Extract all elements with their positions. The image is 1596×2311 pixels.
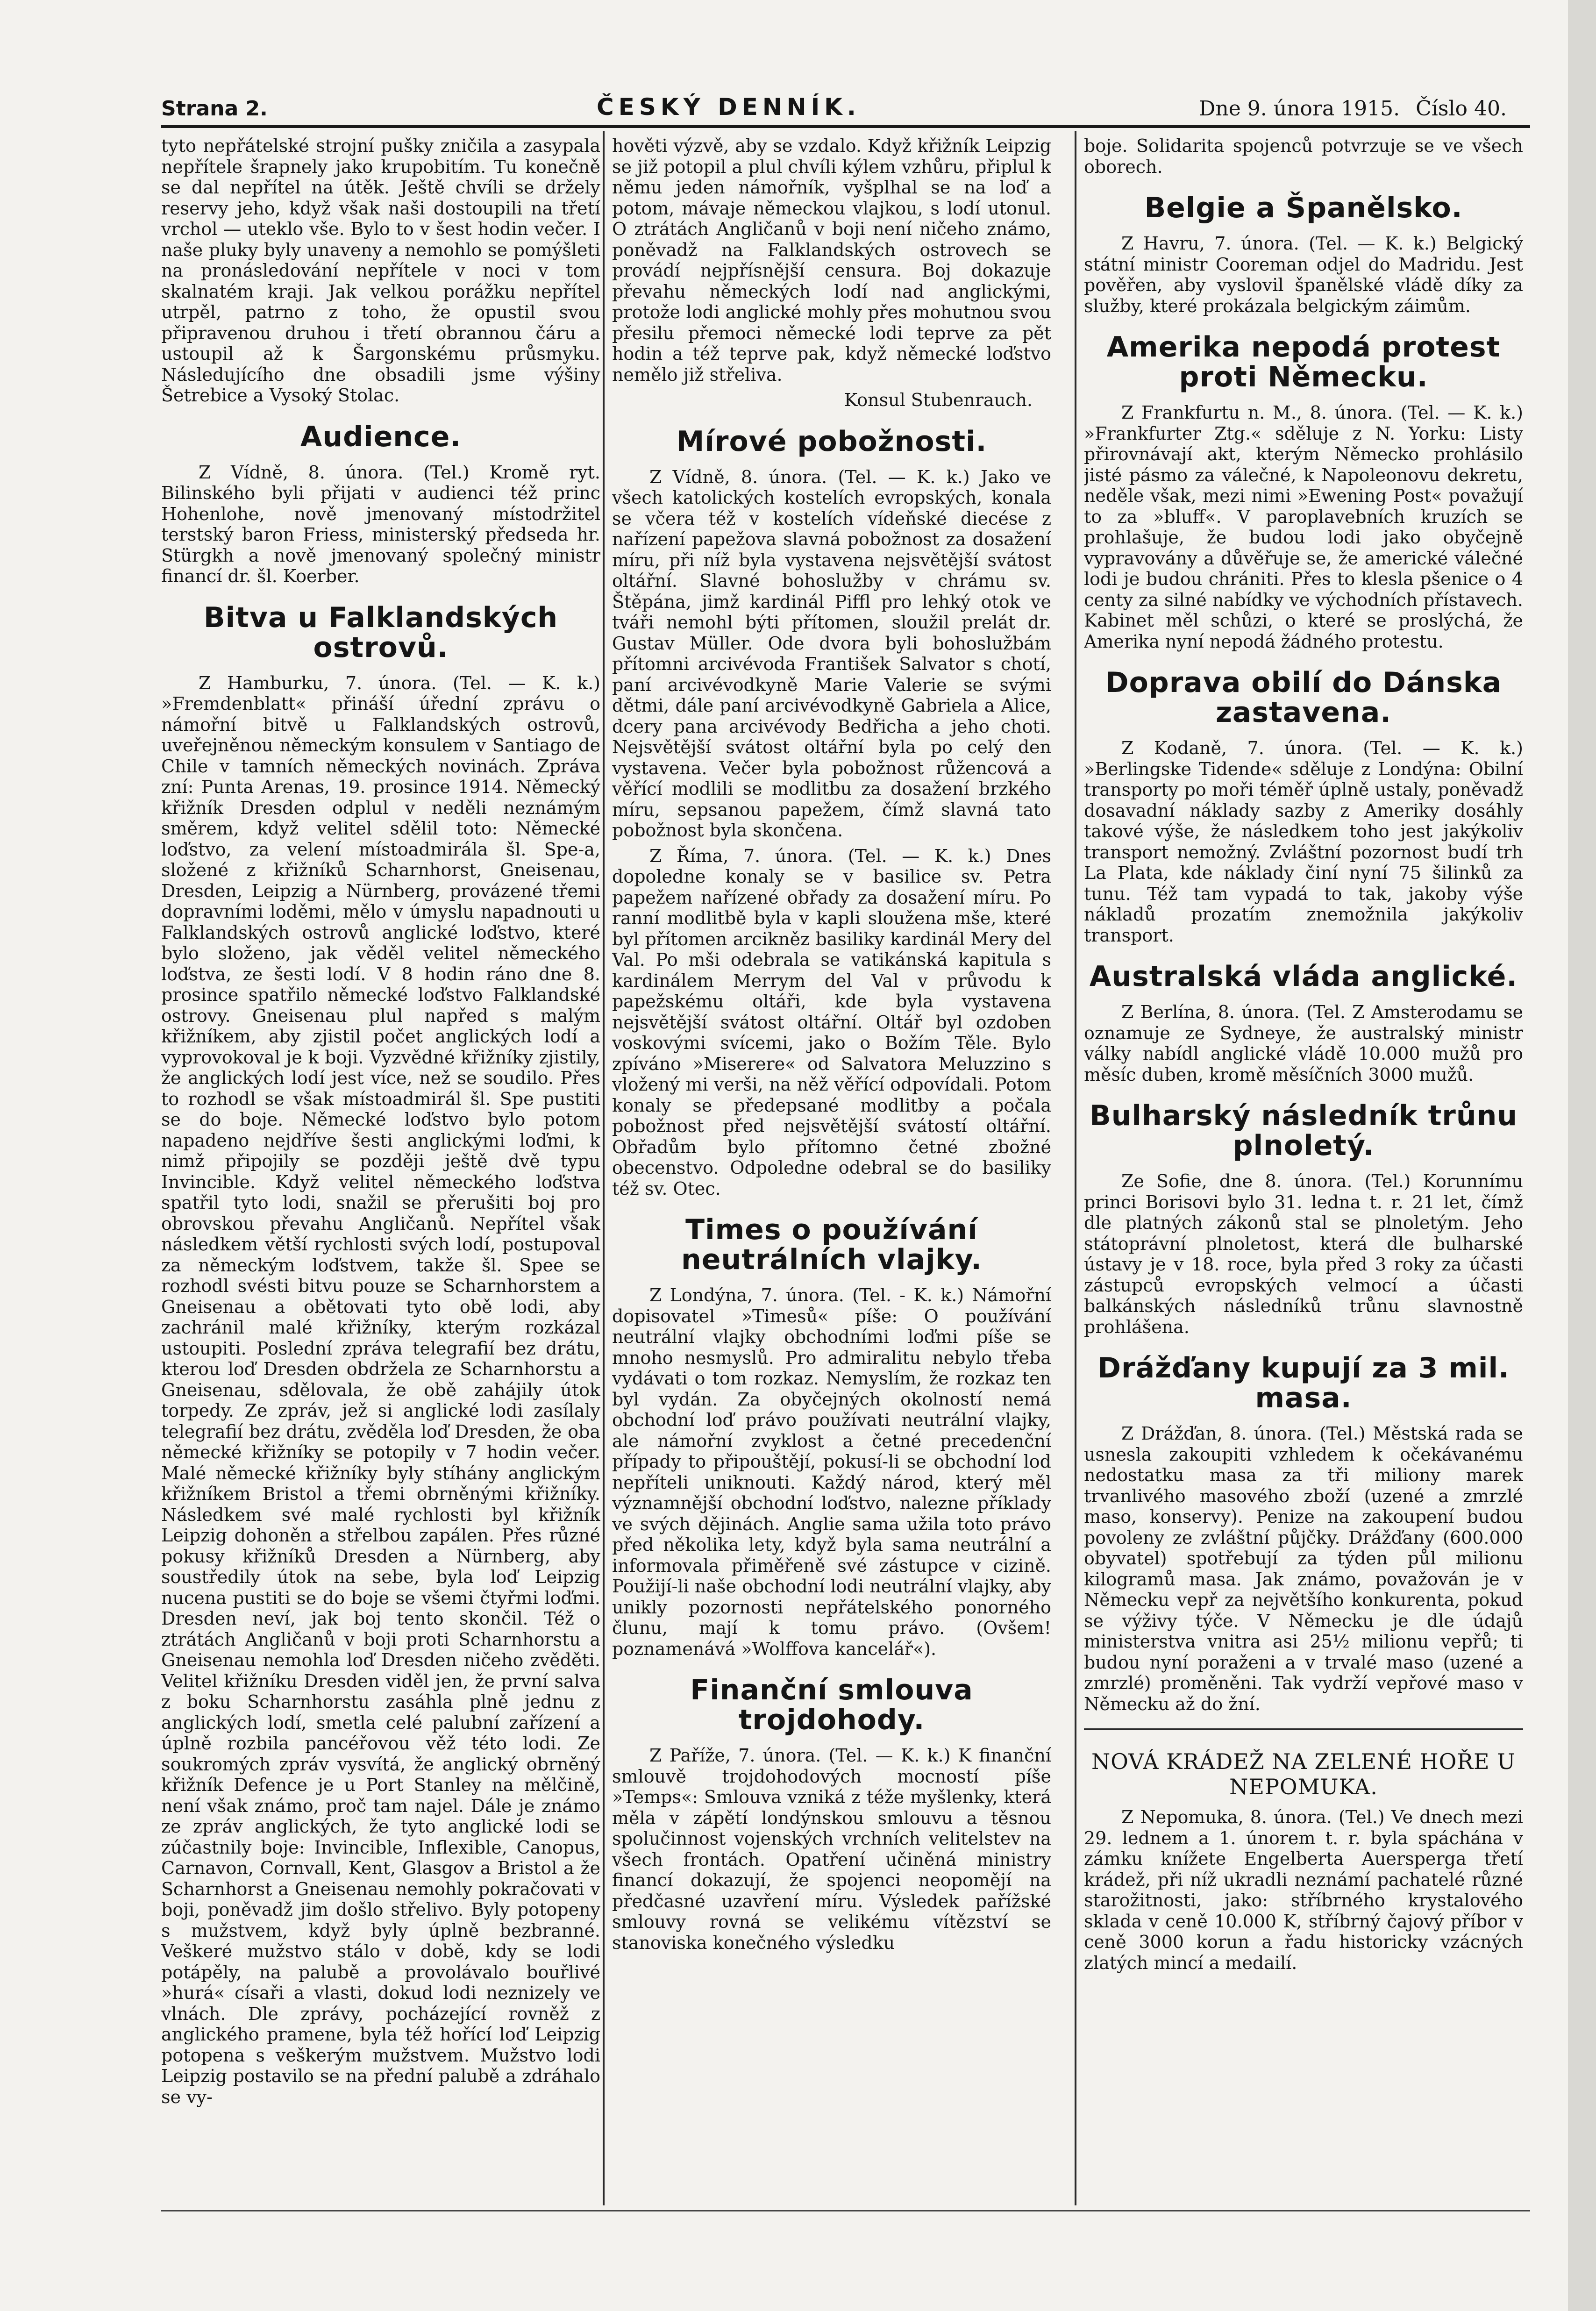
page-number: Strana 2.	[161, 97, 268, 121]
article-peace-vienna: Z Vídně, 8. února. (Tel. — K. k.) Jako ve všech katolických kostelích evropských, konala se včera též v kostelích vídeňské diecése z nařízení papežova slavná pobožnost za dosažení míru, při níž byla vystavena nejsvětější svátost oltářní. Slavné bohoslužby v chrámu sv. Štěpána, jimž kardinál Piffl pro lehký otok ve tváři nemohl býti přítomen, sloužil prelát dr. Gustav Müller. Ode dvora byli bohoslužbám přítomni arcivévoda František Salvator s chotí, paní arcivévodkyně Marie Valerie se svými dětmi, dále paní arcivévodkyně Gabriela a Alice, dcery pana arcivévody Bedřicha a jeho choti. Nejsvětější svátost oltářní byla po celý den vystavena. Večer byla pobožnost růžencová a věřící modlili se modlitbu za dosažení brzkého míru, sepsanou papežem, čímž slavná tato pobožnost byla skončena.	[612, 466, 1051, 841]
article-finance: Z Paříže, 7. února. (Tel. — K. k.) K finanční smlouvě trojdohodových mocností píše »Temps«: Smlouva vzniká z téže myšlenky, která měla v zápětí londýnskou smlouvu a těsnou spolučinnost vojenských vrchních velitelstev na všech frontách. Opatření učiněná ministry financí dokazují, že spojenci neopomějí na předčasné uzavření míru. Výsledek pařížské smlouvy rovná se velikému vítězství se stanoviska konečného výsledku	[612, 1745, 1051, 1953]
issue-date: Dne 9. února 1915.	[1199, 97, 1400, 121]
article-times: Z Londýna, 7. února. (Tel. - K. k.) Námořní dopisovatel »Timesů« píše: O používání neutrální vlajky obchodními loďmi píše se mnoho nesmyslů. Pro admiralitu nebylo třeba vydávati o tom rozkaz. Nemyslím, že rozkaz ten byl vydán. Za obyčejných okolností nemá obchodní loď právo používati neutrální vlajky, ale námořní zvyklost a četné precedenční případy to připouštějí, pokusí-li se obchodní loď nepříteli uniknouti. Každý národ, který měl významnější obchodní loďstvo, naleznе příklady ve svých dějinách. Anglie sama užila toto právo před několika lety, když byla sama neutrální a informovala přiměřeně své zástupce v cizině. Použijí-li naše obchodní lodi neutrální vlajky, aby unikly pozornosti nepřátelského ponorného člunu, mají k tomu právo. (Ovšem! poznamenává »Wolffova kancelář«).	[612, 1285, 1051, 1659]
scan-edge	[1568, 0, 1596, 2311]
article-austral: Z Berlína, 8. února. (Tel. Z Amsterodamu se oznamuje ze Sydneye, že australský ministr války nabídl anglické vládě 10.000 mužů pro měsíc duben, kromě měsíčních 3000 mužů.	[1084, 1002, 1523, 1085]
headline-bulgar: Bulharský následník trůnu plnoletý.	[1089, 1099, 1518, 1162]
newspaper-title: ČESKÝ DENNÍK.	[597, 93, 861, 121]
page-header	[161, 88, 1507, 121]
headline-austral: Australská vláda anglické.	[1089, 960, 1518, 993]
headline-dresden: Drážďany kupují za 3 mil. masa.	[1097, 1352, 1510, 1414]
column-3	[1084, 136, 1523, 2210]
article-continuation: tyto nepřátelské strojní pušky zničila a zasypala nepřítele šrapnely jako krupobitím. Tu konečně se dal nepřítel na útěk. Ještě chvíli se držely reservy jeho, když však naši dostoupili na třetí vrchol — uteklo vše. Bylo to v šest hodin večer. I naše pluky byly unaveny a nemohlo se pomýšleti na pronásledování nepřítele v noci v tom skalnatém kraji. Jak velkou porážku nepřítel utrpěl, patrno z toho, že opustil svou připravenou druhou i třetí obrannou čáru a ustoupil až k Šargonskému průsmyku. Následujícího dne obsadili jsme výšiny Šetrebice a Vysoký Stolac.	[161, 136, 600, 406]
headline-belgie: Belgie a Španělsko.	[1144, 192, 1463, 224]
headline-doprava: Doprava obilí do Dánska zastavena.	[1105, 666, 1502, 729]
article-bulgar: Ze Sofie, dne 8. února. (Tel.) Korunnímu princi Borisovi bylo 31. ledna t. r. 21 let, čímž dle platných zákonů stal se plnoletým. Jeho státoprávní plnoletost, která dle bulharské ústavy je v 18. roce, byla před 3 roky za účasti zástupců evropských velmocí a účasti balkánských následníků trůnu slavnostně prohlášena.	[1084, 1171, 1523, 1337]
article-amerika: Z Frankfurtu n. M., 8. února. (Tel. — K. k.) »Frankfurter Ztg.« sděluje z N. Yorku: Listy přirovnávají akt, kterým Německo prohlásilo jisté pásmo za válečné, k Napoleonovu dekretu, neděle však, mezi nimi »Ewening Post« považují to za »bluff«. V paroplavebních kruzích se prohlašuje, že budou lodi jako obyčejně vypravovány a důvěřuje se, že americké válečné lodi je budou chrániti. Přes to klesla pšenice o 4 centy za silné nabídky ve východních přístavech. Kabinet měl schůzi, o které se proslýchá, že Amerika nyní nepodá žádného protestu.	[1084, 402, 1523, 652]
column-divider	[603, 131, 605, 2205]
headline-peace: Mírové pobožnosti.	[676, 425, 987, 458]
headline-times: Times o používání neutrálních vlajky.	[681, 1213, 982, 1276]
article-continuation: boje. Solidarita spojenců potvrzuje se ve všech oborech.	[1084, 136, 1523, 177]
column-divider	[1075, 131, 1076, 2205]
header-rule	[161, 125, 1530, 128]
column-1	[161, 136, 600, 2210]
article-doprava: Z Kodaně, 7. února. (Tel. — K. k.) »Berlingske Tidende« sděluje z Londýna: Obilní transporty po moři téměř úplně ustaly, poněvadž dosavadní náklady sazby z Ameriky dosáhly takové výše, že následkem toho jest jakýkoliv transport nemožný. Zvláštní pozornost budí trh La Plata, kde náklady činí nyní 75 šilinků za tunu. Též tam vypadá to tak, jakoby výše nákladů prozatím znemožnila jakýkoliv transport.	[1084, 738, 1523, 946]
article-nepomuk: Z Nepomuka, 8. února. (Tel.) Ve dnech mezi 29. lednem a 1. únorem t. r. byla spáchána v zámku knížete Engelberta Auersperga třetí krádež, při níž ukradli neznámí pachatelé různé starožitnosti, jako: stříbrného krystalového sklada v ceně 10.000 K, stříbrný čajový příbor v ceně 3000 korun a řadu historicky vzácných zlatých mincí a medailí.	[1084, 1807, 1523, 1973]
headline-amerika: Amerika nepodá protest proti Německu.	[1106, 331, 1501, 393]
footer-rule	[161, 2210, 1530, 2211]
article-falkland: Z Hamburku, 7. února. (Tel. — K. k.) »Fremdenblatt« přináší úřední zprávu o námořní bitvě u Falklandských ostrovů, uveřejněnou německým konsulem v Santiago de Chile v tamních německých novinách. Zpráva zní: Punta Arenas, 19. prosince 1914. Německý křižník Dresden odplul v neděli neznámým směrem, když velitel sdělil toto: Německé loďstvo, za velení místoadmirála šl. Spe-a, složené z křižníků Scharnhorst, Gneisenau, Dresden, Leipzig a Nürnberg, provázené třemi dopravními loděmi, mělo v úmyslu napadnouti u Falklandských ostrovů anglické loďstvo, které bylo složeno, jak věděl velitel německého loďstva, ze šesti lodí. V 8 hodin ráno dne 8. prosince spatřilo německé loďstvo Falklandské ostrovy. Gneisenau plul napřed s malým křižníkem, aby zjistil počet anglických lodí a vyprovokoval je k boji. Vyzvědné křižníky zjistily, že anglických lodí jest více, než se soudilo. Přes to rozhodl se však místoadmirál šl. Spe pustiti se do boje. Německé loďstvo bylo potom napadeno nejdříve šesti anglickými loďmi, k nimž připojily se později ještě dvě typu Invincible. Když velitel německého loďstva spatřil tyto lodi, snažil se přerušiti boj pro obrovskou převahu Angličanů. Nepřítel však následkem větší rychlosti svých lodí, postupoval za německým loďstvem, takže šl. Spee se rozhodl svésti bitvu pouze se Scharnhorstem a Gneisenau a obětovati tyto obě lodi, aby zachránil malé křižníky, kterým rozkázal ustoupiti. Poslední zpráva telegrafií bez drátu, kterou loď Dresden obdržela ze Scharnhorstu a Gneisenau, sdělovala, že obě zahájily útok torpedy. Ze zpráv, jež si anglické lodi zasílaly telegrafií bez drátu, zvěděla loď Dresden, že oba německé křižníky se potopily v 7 hodin večer. Malé německé křižníky byly stíhány anglickým křižníkem Bristol a třemi obrněnými křižníky. Následkem své malé rychlosti byl křižník Leipzig dohoněn a střelbou zapálen. Přes různé pokusy křižníků Dresden a Nürnberg, aby soustředily útok na sebe, byla loď Leipzig nucena pustiti se do boje se všemi čtyřmi loďmi. Dresden neví, jak boj tento skončil. Též o ztrátách Angličanů v boji proti Scharnhorstu a Gneisenau nemohla loď Dresden ničeho zvěděti. Velitel křižníku Dresden viděl jen, že první salva z boku Scharnhorstu zasáhla plně jednu z anglických lodí, smetla celé palubní zařízení a úplně rozbila pancéřovou věž této lodi. Ze soukromých zpráv vysvítá, že anglický obrněný křižník Defence je u Port Stanley na mělčině, není však známo, proč tam najel. Dále je známo ze zpráv anglických, že tyto anglické lodi se zúčastnily boje: Invincible, Inflexible, Canopus, Carnavon, Cornvall, Kent, Glasgov a Bristol a že Scharnhorst a Gneisenau nemohly pokračovati v boji, poněvadž jim došlo střelivo. Byly potopeny s mužstvem, když byly úplně bezbranné. Veškeré mužstvo stálo v době, kdy se lodi potápěly, na palubě a provolávalo bouřlivé »hurá« císaři a vlasti, dokud lodi neznizely ve vlnách. Dle zprávy, pocházející rovněž z anglického pramene, byla též hořící loď Leipzig potopena s veškerým mužstvem. Mužstvo lodi Leipzig postavilo se na přední palubě a zdráhalo se vy-	[161, 672, 600, 2107]
headline-falkland: Bitva u Falklandských ostrovů.	[203, 601, 558, 664]
article-peace-rome: Z Říma, 7. února. (Tel. — K. k.) Dnes dopoledne konaly se v basilice sv. Petra papežem nařízené obřady za dosažení míru. Po ranní modlitbě byla v kapli sloužena mše, které byl přítomen arcikněz basiliky kardinál Mery del Val. Po mši odebrala se vatikánská kapitula s kardinálem Merrym del Val v průvodu k papežskému oltáři, kde byla vystavena nejsvětější svátost oltářní. Oltář byl ozdoben voskovými svícemi, jako o Božím Těle. Bylo zpíváno »Miserere« od Salvatora Meluzzino s vložený mi verši, na něž věřící odpovídali. Potom konaly se předepsané modlitby a počala pobožnost před nejsvětější svátostí oltářní. Obřadům bylo přítomno četné zbožné obecenstvo. Odpoledne odebral se do basiliky též sv. Otec.	[612, 845, 1051, 1199]
issue-info	[1190, 97, 1507, 121]
section-separator	[1084, 1728, 1523, 1730]
article-signature: Konsul Stubenrauch.	[844, 390, 1033, 410]
article-dresden: Z Drážďan, 8. února. (Tel.) Městská rada se usnesla zakoupiti vzhledem k očekávanému nedostatku masa za tři miliony marek trvanlivého masového zboží (uzené a zmrzlé maso, konservy). Penize na zakoupení budou povoleny ze zvláštní půjčky. Drážďany (600.000 obyvatel) spotřebují za týden půl milionu kilogramů masa. Jak známo, považován je v Německu vepř za největšího konkurenta, pokud se výživy týče. V Německu je dle údajů ministerstva vnitra asi 25½ milionu vepřů; ti budou nyní poraženi a v trvalé maso (uzené a zmrzlé) proměněni. Tak vydrží vepřové maso v Německu až do žní.	[1084, 1423, 1523, 1714]
column-2	[612, 136, 1051, 2210]
article-continuation: hověti výzvě, aby se vzdalo. Když křižník Leipzig se již potopil a plul chvíli kýlem vzhůru, připlul k němu jeden námořník, vyšplhal se na loď a potom, mávaje německou vlajkou, s lodí utonul. O ztrátách Angličanů v boji není ničeho známo, poněvadž na Falklandských ostrovech se provádí nejpřísnější censura. Boj dokazuje převahu německých lodí nad anglickými, protože lodi anglické mohly přes mohutnou svou přesilu přemoci německé lodi teprve za pět hodin a též teprve pak, když německé loďstvo nemělo již střeliva.	[612, 136, 1051, 385]
headline-nepomuk: NOVÁ KRÁDEŽ NA ZELENÉ HOŘE U NEPOMUKA.	[1091, 1749, 1516, 1799]
headline-finance: Finanční smlouva trojdohody.	[690, 1674, 973, 1736]
article-audience: Z Vídně, 8. února. (Tel.) Kromě ryt. Bilinského byli přijati v audienci též princ Hohenlohe, nově jmenovaný místodržitel terstský baron Friess, ministerský předseda hr. Stürgkh a nově jmenovaný společný ministr financí dr. šl. Koerber.	[161, 462, 600, 586]
issue-number: Číslo 40.	[1416, 97, 1507, 121]
headline-audience: Audience.	[300, 420, 462, 453]
article-belgie: Z Havru, 7. února. (Tel. — K. k.) Belgický státní ministr Cooreman odjel do Madridu. Jest pověřen, aby vyslovil španělské vládě díky za služby, které prokázala belgickým záimům.	[1084, 233, 1523, 316]
